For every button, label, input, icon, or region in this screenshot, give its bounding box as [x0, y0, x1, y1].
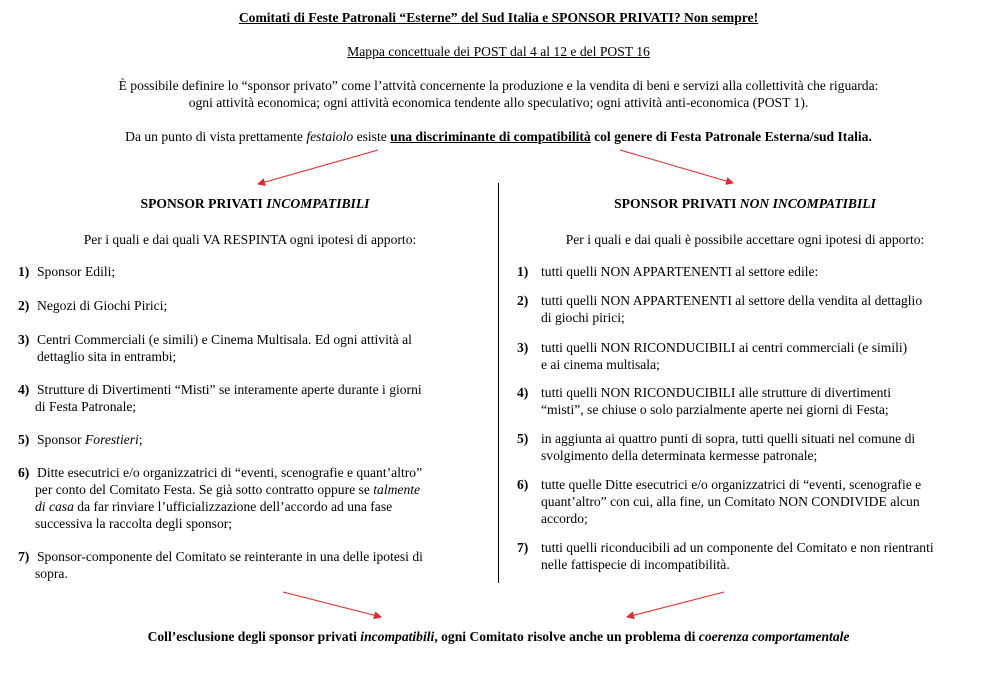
item-text: Negozi di Giochi Pirici;	[37, 298, 168, 313]
disc-part1: Da un punto di vista prettamente	[125, 129, 307, 144]
item-number: 4)	[18, 382, 30, 397]
right-item-7	[517, 539, 987, 573]
left-item-2	[18, 297, 488, 314]
item-number: 7)	[517, 540, 529, 555]
arrow-right-bottom	[627, 592, 724, 617]
item-text: tutte quelle Ditte esecutrici e/o organizzatrici di “eventi, scenografie e	[541, 477, 922, 492]
item-text: Sponsor	[37, 432, 85, 447]
item-number: 7)	[18, 549, 30, 564]
item-text-cont: quant’altro” con cui, alla fine, un Comitato NON CONDIVIDE alcun	[541, 494, 920, 509]
item-number: 5)	[18, 432, 30, 447]
item-number: 5)	[517, 431, 529, 446]
footer-italic1: incompatibili	[360, 629, 435, 644]
disc-underlined: una discriminante di compatibilità	[390, 129, 591, 144]
item-text-cont: svolgimento della determinata kermesse patronale;	[541, 448, 818, 463]
right-item-5	[517, 430, 987, 464]
footer-italic2: coerenza comportamentale	[698, 629, 850, 644]
left-item-5	[18, 431, 488, 448]
item-number: 6)	[517, 477, 529, 492]
right-heading-italic: NON INCOMPATIBILI	[739, 196, 876, 211]
document-subtitle: Mappa concettuale dei POST dal 4 al 12 e del POST 16	[347, 44, 650, 59]
left-column-heading	[10, 196, 500, 212]
left-item-3	[18, 331, 488, 365]
left-column-subheading: Per i quali e dai quali VA RESPINTA ogni ipotesi di apporto:	[83, 232, 417, 247]
intro-line-1: È possibile definire lo “sponsor privato” come l’attvità concernente la produzione e la vendita di beni e servizi alla collettività che riguarda:	[118, 78, 879, 93]
item-text-cont: successiva la raccolta degli sponsor;	[35, 516, 233, 531]
conclusion-sentence	[0, 629, 997, 645]
item-text: Strutture di Divertimenti “Misti” se interamente aperte durante i giorni	[37, 382, 422, 397]
item-number: 4)	[517, 385, 529, 400]
disc-part3: col genere di Festa Patronale Esterna/sud Italia.	[590, 129, 872, 144]
intro-line-2: ogni attività economica; ogni attività economica tendente allo speculativo; ogni attività anti-economica (POST 1).	[188, 95, 809, 110]
item-text-cont: di Festa Patronale;	[35, 399, 137, 414]
item-text-italic: di casa	[35, 499, 74, 514]
column-divider	[498, 183, 499, 583]
item-number: 1)	[18, 264, 30, 279]
item-text: Sponsor-componente del Comitato se reinterante in una delle ipotesi di	[37, 549, 423, 564]
item-number: 2)	[517, 293, 529, 308]
item-text: in aggiunta ai quattro punti di sopra, tutti quelli situati nel comune di	[541, 431, 916, 446]
item-number: 3)	[18, 332, 30, 347]
right-item-6	[517, 476, 987, 527]
item-text-cont: nelle fattispecie di incompatibilità.	[541, 557, 730, 572]
left-item-4	[18, 381, 488, 415]
right-item-2	[517, 292, 987, 326]
item-text-cont: “misti”, se chiuse o solo parzialmente aperte nei giorni di Festa;	[541, 402, 889, 417]
document-title: Comitati di Feste Patronali “Esterne” del Sud Italia e SPONSOR PRIVATI? Non sempre!	[238, 10, 759, 25]
item-number: 3)	[517, 340, 529, 355]
arrow-right-top	[620, 150, 733, 183]
item-text: tutti quelli NON APPARTENENTI al settore edile:	[541, 264, 819, 279]
item-number: 6)	[18, 465, 30, 480]
footer-part2: , ogni Comitato risolve anche un problema di	[434, 629, 699, 644]
left-item-6	[18, 464, 488, 532]
item-text-cont: sopra.	[35, 566, 68, 581]
item-text: tutti quelli NON APPARTENENTI al settore della vendita al dettaglio	[541, 293, 923, 308]
item-text-cont: e ai cinema multisala;	[541, 357, 660, 372]
arrow-left-top	[258, 150, 378, 184]
disc-part2: esiste	[353, 129, 391, 144]
left-item-7	[18, 548, 488, 582]
left-heading-italic: INCOMPATIBILI	[266, 196, 370, 211]
item-text: Ditte esecutrici e/o organizzatrici di “eventi, scenografie e quant’altro”	[37, 465, 423, 480]
item-text-cont: per conto del Comitato Festa. Se già sotto contratto oppure se	[35, 482, 374, 497]
item-text: tutti quelli NON RICONDUCIBILI ai centri commerciali (e simili)	[541, 340, 908, 355]
item-text-cont: accordo;	[541, 511, 588, 526]
arrow-left-bottom	[283, 592, 381, 617]
item-text-italic: talmente	[373, 482, 421, 497]
right-column-subheading: Per i quali e dai quali è possibile accettare ogni ipotesi di apporto:	[565, 232, 925, 247]
item-text: Centri Commerciali (e simili) e Cinema Multisala. Ed ogni attività al	[37, 332, 412, 347]
item-text-cont: dettaglio sita in entrambi;	[37, 349, 177, 364]
item-text-cont: di giochi pirici;	[541, 310, 625, 325]
item-number: 1)	[517, 264, 529, 279]
item-text: tutti quelli riconducibili ad un componente del Comitato e non rientranti	[541, 540, 934, 555]
item-number: 2)	[18, 298, 30, 313]
disc-italic: festaiolo	[306, 129, 354, 144]
right-heading-plain: SPONSOR PRIVATI	[614, 196, 740, 211]
left-item-1	[18, 263, 488, 280]
right-column-heading	[500, 196, 990, 212]
item-text-cont: da far rinviare l’ufficializzazione dell’accordo ad una fase	[73, 499, 393, 514]
left-heading-plain: SPONSOR PRIVATI	[140, 196, 267, 211]
item-text: tutti quelli NON RICONDUCIBILI alle strutture di divertimenti	[541, 385, 891, 400]
item-text-after: ;	[138, 432, 143, 447]
item-text-italic: Forestieri	[84, 432, 139, 447]
right-item-3	[517, 339, 987, 373]
right-item-1	[517, 263, 987, 280]
item-text: Sponsor Edili;	[37, 264, 116, 279]
right-item-4	[517, 384, 987, 418]
footer-part1: Coll’esclusione degli sponsor privati	[147, 629, 361, 644]
